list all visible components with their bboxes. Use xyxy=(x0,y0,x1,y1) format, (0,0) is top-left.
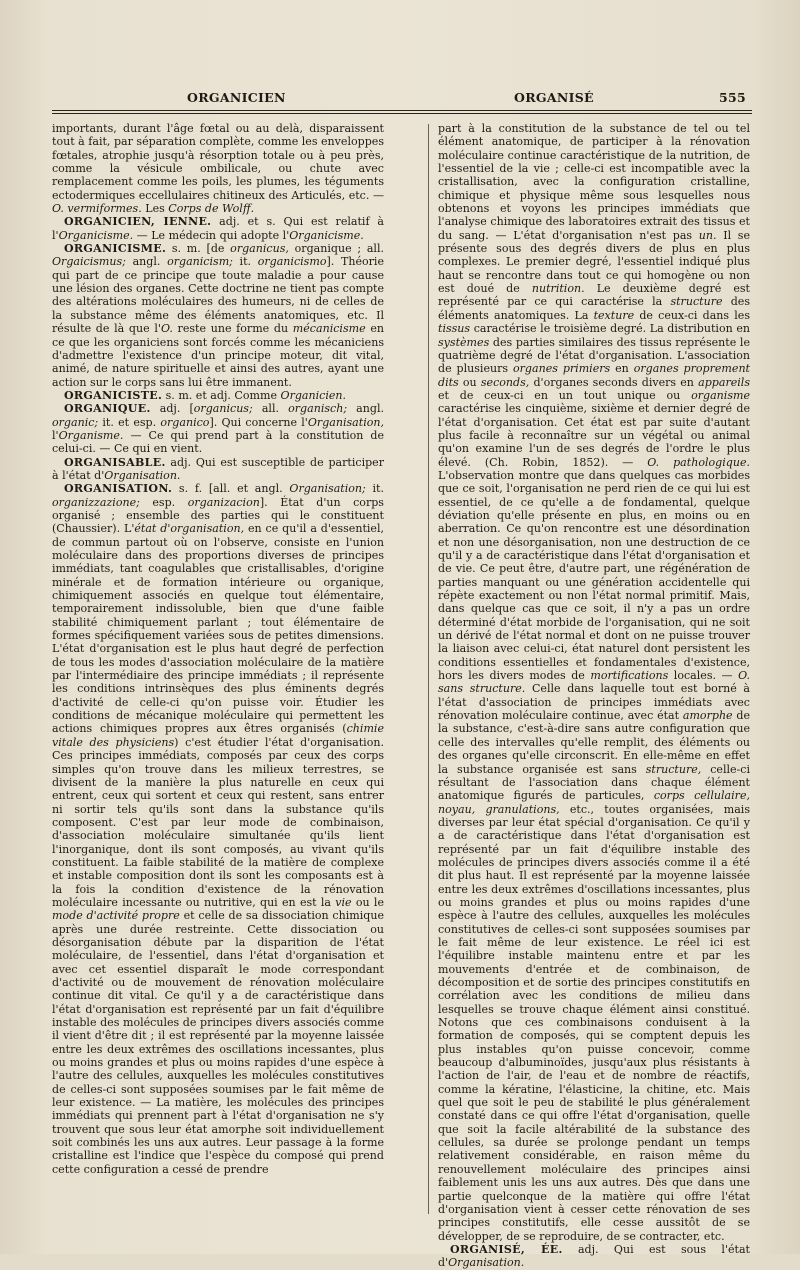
italic-text: organizacion xyxy=(187,495,260,509)
body-text: Le deuxième degré est représenté par ce qui caractérise la xyxy=(438,282,750,309)
body-text: it. xyxy=(365,482,384,496)
entry-organiciste xyxy=(52,389,384,402)
body-text: esp. xyxy=(139,495,188,509)
italic-text: Organisation. xyxy=(104,468,181,482)
italic-text: Orgaicismus; xyxy=(52,255,126,269)
italic-text: organizzazione; xyxy=(52,495,140,509)
body-text: de ceux-ci dans les xyxy=(634,308,750,322)
body-text: ou le xyxy=(351,895,384,909)
body-text: l' xyxy=(52,428,59,442)
body-text: — Ce qui prend part à la constitution de celui-ci. — Ce qui en vient. xyxy=(52,428,384,456)
header-rule xyxy=(52,110,752,114)
header-left-word: ORGANICIEN xyxy=(187,90,286,105)
body-text: Il se présente sous des degrés divers de plus en plus complexes. Le premier degré, l'essentiel indiqué plus haut se rencontre dans tout ce qui homogène ou non est doué de xyxy=(438,228,750,296)
body-text: de la substance, c'est-à-dire sans autre configuration que celle des intervalles qu'elle remplit, des éléments ou des organes qu'elle circonscrit. En elle-même en effet la substance organisée est sans xyxy=(438,709,751,776)
italic-text: Corps de Wolff. xyxy=(168,202,255,216)
body-text: locales. — xyxy=(668,669,739,683)
body-text: caractérise le troisième degré. La distribution en xyxy=(470,322,750,336)
body-text: organique ; all. xyxy=(288,242,384,256)
headword: ORGANICIEN, IENNE. xyxy=(64,215,212,229)
italic-text: mode d'activité propre xyxy=(52,909,180,923)
italic-text: O. xyxy=(160,322,173,336)
body-text: ]. Théorie qui part de ce principe que toute maladie a pour cause une lésion des organes. Cette doctrine ne tient pas compte des altérations moléculaires des humeurs, ni de celles de la substance même des éléments anatomiques, etc. Il résulte de là que l' xyxy=(52,255,384,336)
body-text: des parties similaires des tissus représente le quatrième degré de l'état d'organisation. L'association de plusieurs xyxy=(438,335,750,376)
continuation-paragraph xyxy=(438,122,750,1243)
body-text: en ce que les organiciens sont forcés comme les mécaniciens d'admettre l'existence d'un principe moteur, dit vital, animé, de nature spirituelle et ainsi des autres, ayant une action sur le corps sans lui être immanent. xyxy=(52,322,384,389)
headword: ORGANICISTE. xyxy=(64,388,163,402)
body-text: s. m. et adj. Comme xyxy=(162,388,281,402)
body-text: ) c'est étudier l'état d'organisation. Ces principes immédiats, composés par ceux des corps simples qu'on trouve dans les milieux terrestres, se divisent de la manière la plus naturelle en ceux qui entrent, ceux qui sortent et ceux qui restent, sans entrer ni sortir tels qu'ils sont dans la substance qu'ils composent. C'est par leur mode de combinaison, d'association moléculaire simultanée qu'ils lient l'inorganique, dont ils sont composés, au vivant qu'ils constituent. La faible stabilité de la matière de complexe et instable composition dont ils sont les composants est à la fois la condition d'existence de la rénovation moléculaire incessante ou nutritive, qui en est la xyxy=(52,735,384,909)
italic-text: état d'organisation, xyxy=(134,522,245,536)
italic-text: corps cellulaire, noyau, granulations, xyxy=(438,789,750,816)
italic-text: organicism; xyxy=(167,255,233,269)
column-divider xyxy=(428,124,429,1214)
entry-organise xyxy=(438,1243,750,1270)
italic-text: Organicisme. xyxy=(58,228,134,242)
italic-text: structure xyxy=(670,295,723,309)
entry-organisable xyxy=(52,456,384,483)
body-text: et de ceux-ci en un tout unique ou xyxy=(438,388,692,402)
italic-text: seconds, xyxy=(480,375,530,389)
running-header xyxy=(52,88,752,110)
left-column xyxy=(52,122,384,1176)
body-text: adj. Qui est susceptible de participer à l'état d' xyxy=(52,455,384,482)
body-text: d'organes seconds divers en xyxy=(529,375,699,389)
body-text: angl. xyxy=(125,255,168,269)
italic-text: organic; xyxy=(52,415,99,429)
body-text: it. xyxy=(232,255,258,269)
italic-text: Organisation. xyxy=(448,1256,525,1270)
italic-text: organisch; xyxy=(288,402,348,416)
italic-text: mécanicisme xyxy=(292,322,366,336)
headword: ORGANISÉ, ÉE. xyxy=(450,1242,563,1256)
italic-text: Organicisme. xyxy=(289,228,364,242)
italic-text: nutrition. xyxy=(531,282,585,296)
italic-text: O. sans structure. xyxy=(438,669,751,696)
italic-text: organicus; xyxy=(193,402,253,416)
body-text: ]. État d'un corps organisé ; ensemble des parties qui le constituent (Chaussier). L' xyxy=(52,495,384,536)
body-text: caractérise les cinquième, sixième et dernier degré de l'état d'organisation. Cet état est par suite d'autant plus facile à reconnaître sur un végétal ou animal qu'on examine l'un de ses degrés de l'ordre le plus élevé. (Ch. Robin, 1852). — xyxy=(438,402,750,469)
italic-text: un. xyxy=(698,228,717,242)
italic-text: organicismo xyxy=(257,255,327,269)
italic-text: tissus xyxy=(438,322,471,336)
body-text: et celle de sa dissociation chimique après une durée restreinte. Cette dissociation ou désorganisation débute par la disparition de l'état moléculaire, de l'essentiel, dans l'état d'organisation et avec cet essentiel disparaît le mode correspondant d'activité ou de mouvement de rénovation moléculaire continue dit vital. Ce qu'il y a de caractéristique dans l'état d'organisation est représenté par un fait d'équilibre instable des molécules de principes divers associés comme il vient d'être dit ; il est représenté par la moyenne laissée entre les deux extrêmes des oscillations incessantes, plus ou moins grandes et plus ou moins rapides d'une espèce à l'autre des cellules, auxquelles les molécules constitutives de celles-ci sont supposées soumises par le fait même de leur existence. — La matière, les molécules des principes immédiats qui prennent part à l'état d'organisation ne s'y trouvent que sous leur état amorphe soit individuellement soit combinés les uns aux autres. Leur passage à la forme cristalline est l'indice que l'espèce du composé qui prend cette configuration a cessé de prendre xyxy=(52,909,384,1176)
body-text: reste une forme du xyxy=(172,322,293,336)
body-text: — Le médecin qui adopte l' xyxy=(133,228,290,242)
entry-organisation xyxy=(52,482,384,1176)
italic-text: Organisme. xyxy=(58,428,124,442)
body-text: s. f. [all. et angl. xyxy=(172,482,290,496)
body-text: des éléments anatomiques. La xyxy=(438,295,750,322)
body-text: L'observation montre que dans quelques cas morbides que ce soit, l'organisation ne perd rien de ce qui lui est essentiel, de ce qu'elle a de fondamental, quelque déviation qu'elle présente en plus, en moins ou en aberration. Ce qu'on rencontre est une désordination et non une désorganisation, non une destruction de ce qu'il y a de caractéristique dans l'état d'organisation et de vie. Ce peut être, d'autre part, une régénération de parties manquant ou une génération accidentelle qui répète exactement ou non l'état normal primitif. Mais, dans quelque cas que ce soit, il n'y a pas un ordre déterminé d'état morbide de l'organisation, qui ne soit un dérivé de l'état normal et dont on ne puisse trouver la liaison avec celui-ci, état naturel dont persistent les conditions essentielles et fondamentales d'existence, hors les divers modes de xyxy=(438,468,750,683)
italic-text: texture xyxy=(593,308,635,322)
body-text: en ce qu'il a d'essentiel, de commun partout où on l'observe, consiste en l'union moléculaire dans des proportions diverses de principes immédiats, tant coagulables que cristallisables, d'origine minérale et de formation intérieure ou organique, chimiquement associés en quelque tout élémentaire, temporairement indissoluble, bien que d'une faible stabilité chimiquement parlant ; tout élémentaire de formes spécifiquement variées sous de petites dimensions. L'état d'organisation est le plus haut degré de perfection de tous les modes d'association moléculaire de la matière par l'intermédiaire des principe immédiats ; il représente les conditions intrinsèques des plus éminents degrés d'activité de celle-ci qu'on puisse voir. Étudier les conditions de mécanique moléculaire qui permettent les actions chimiques propres aux êtres organisés ( xyxy=(52,522,384,736)
body-text: adj. Qui est sous l'état d' xyxy=(438,1242,750,1270)
body-text: part à la constitution de la substance de tel ou tel élément anatomique, de participer à la rénovation moléculaire continue caractéristique de la nutrition, de l'essentiel de la vie ; celle-ci est incompatible avec la cristallisation, avec la configuration cristalline, chimique et physique même sous lesquelles nous obtenons et voyons les principes immédiats que l'analyse chimique des laboratoires extrait des tissus et du sang. — L'état d'organisation n'est pas xyxy=(438,122,750,242)
body-text: all. xyxy=(252,402,289,416)
body-text: en xyxy=(610,362,634,376)
body-text: Celle dans laquelle tout est borné à l'état d'association de principes immédiats avec rénovation moléculaire continue, avec état xyxy=(438,682,751,723)
italic-text: organico xyxy=(160,415,210,429)
italic-text: Organisation; xyxy=(289,482,366,496)
body-text: angl. xyxy=(347,402,384,416)
italic-text: mortifications xyxy=(590,669,669,683)
body-text: ou xyxy=(458,375,481,389)
italic-text: structure, xyxy=(645,762,702,776)
continuation-paragraph xyxy=(52,122,384,215)
italic-text: organes proprement dits xyxy=(438,362,750,389)
body-text: ]. Qui concerne l' xyxy=(209,415,308,429)
headword: ORGANICISME. xyxy=(64,242,167,256)
header-right-word: ORGANISÉ xyxy=(514,90,594,105)
entry-organicisme xyxy=(52,242,384,389)
italic-text: O. vermiformes. xyxy=(52,202,142,216)
italic-text: Organisation, xyxy=(307,415,385,429)
right-column xyxy=(438,122,750,1270)
body-text: s. m. [de xyxy=(166,242,231,256)
italic-text: O. pathologique. xyxy=(647,455,750,469)
italic-text: organes primiers xyxy=(512,362,611,376)
italic-text: chimie vitale des physiciens xyxy=(52,722,384,749)
italic-text: amorphe xyxy=(682,709,733,723)
entry-organicien xyxy=(52,215,384,242)
italic-text: organisme xyxy=(691,388,750,402)
headword: ORGANISABLE. xyxy=(64,455,166,469)
body-text: adj. [ xyxy=(150,402,194,416)
italic-text: appareils xyxy=(698,375,750,389)
body-text: importants, durant l'âge fœtal ou au delà, disparaissent tout à fait, par séparation complète, comme les enveloppes fœtales, atrophie jusqu'à résorption totale ou à peu près, comme la vésicule ombilicale, ou chute avec remplacement comme les poils, les plumes, les téguments ectodermiques eccellulaires chitineux des Articulés, etc. — xyxy=(52,122,384,202)
headword: ORGANISATION. xyxy=(64,482,173,496)
body-text: adj. et s. Qui est relatif à l' xyxy=(52,215,384,242)
body-text: celle-ci résultant de l'association dans chaque élément anatomique figurés de particules, xyxy=(438,762,751,803)
italic-text: organicus, xyxy=(230,242,289,256)
italic-text: systèmes xyxy=(438,335,490,349)
italic-text: vie xyxy=(335,895,352,909)
body-text: etc., toutes organisées, mais diverses par leur état spécial d'organisation. Ce qu'il y a de caractéristique dans l'état d'organisation est représenté par un fait d'équilibre instable des molécules de principes divers associés comme il a été dit plus haut. Il est représenté par la moyenne laissée entre les deux extrêmes d'oscillations incessantes, plus ou moins grandes et plus ou moins rapides d'une espèce à l'autre des cellules, auxquelles les molécules constitutives de celles-ci sont supposées soumises par le fait même de leur existence. Le réel ici est l'équilibre instable maintenu entre et par les mouvements d'entrée et de combinaison, de décomposition et de sortie des principes constitutifs en corrélation avec les conditions de milieu dans lesquelles se trouve chaque élément ainsi constitué. Notons que ces combinaisons conduisent à la formation de composés, qui se comptent depuis les plus instables qu'on puisse concevoir, comme beaucoup d'albuminoïdes, jusqu'aux plus résistants à l'action de l'air, de l'eau et de nombre de réactifs, comme la kératine, l'élasticine, la chitine, etc. Mais quel que soit le peu de stabilité le plus généralement constaté dans ce qui offre l'état d'organisation, quelle que soit la facile altérabilité de la substance des cellules, sa durée se prolonge pendant un temps relativement considérable, en raison même du renouvellement moléculaire des principes ainsi faiblement unis les uns aux autres. Dès que dans une partie quelconque de la matière qui offre l'état d'organisation vient à cesser cette rénovation de ses principes constitutifs, elle cesse aussitôt de se développer, de se reproduire, de se contracter, etc. xyxy=(438,802,751,1243)
body-text: it. et esp. xyxy=(98,415,161,429)
headword: ORGANIQUE. xyxy=(64,402,151,416)
body-text: Les xyxy=(141,202,169,216)
entry-organique xyxy=(52,402,384,455)
page-number: 555 xyxy=(719,90,746,105)
italic-text: Organicien. xyxy=(280,388,347,402)
